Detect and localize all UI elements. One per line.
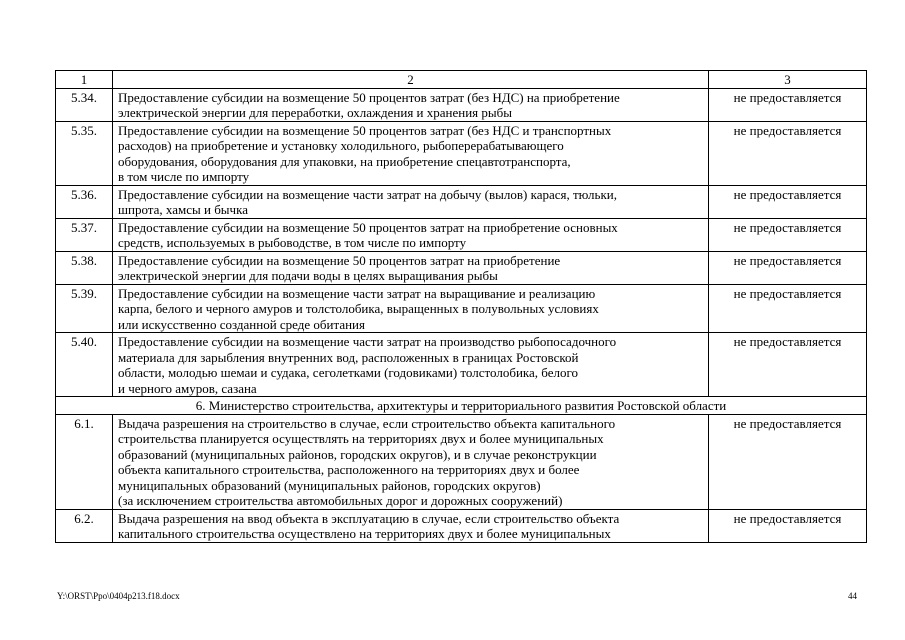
row-description: Предоставление субсидии на возмещение 50 процентов затрат на приобретение основных средств, используемых в рыбоводстве, в том числе по импорту	[113, 218, 709, 251]
table-row	[56, 88, 867, 121]
table-row	[56, 251, 867, 284]
row-status: не предоставляется	[709, 333, 867, 397]
header-col-2: 2	[113, 71, 709, 89]
page-number: 44	[848, 591, 857, 601]
section-row	[56, 397, 867, 415]
table-header-row	[56, 71, 867, 89]
row-status: не предоставляется	[709, 414, 867, 509]
row-status: не предоставляется	[709, 251, 867, 284]
row-number: 5.35.	[56, 121, 113, 185]
row-number: 5.37.	[56, 218, 113, 251]
table-row	[56, 121, 867, 185]
services-table	[55, 70, 867, 543]
row-status: не предоставляется	[709, 185, 867, 218]
row-description: Предоставление субсидии на возмещение части затрат на выращивание и реализацию карпа, белого и черного амуров и толстолобика, выращенных в полувольных условиях или искусственно созданной среде обитания	[113, 284, 709, 333]
section-title: 6. Министерство строительства, архитектуры и территориального развития Ростовской области	[56, 397, 867, 415]
row-description: Предоставление субсидии на возмещение 50 процентов затрат (без НДС) на приобретение электрической энергии для переработки, охлаждения и хранения рыбы	[113, 88, 709, 121]
table-row	[56, 218, 867, 251]
row-description: Предоставление субсидии на возмещение части затрат на производство рыбопосадочного материала для зарыбления внутренних вод, расположенных в границах Ростовской области, молодью шемаи и судака, сеголетками (годовиками) толстолобика, белого и черного амуров, сазана	[113, 333, 709, 397]
row-number: 5.36.	[56, 185, 113, 218]
table-row	[56, 284, 867, 333]
row-status: не предоставляется	[709, 284, 867, 333]
row-number: 5.40.	[56, 333, 113, 397]
table-row	[56, 414, 867, 509]
row-status: не предоставляется	[709, 509, 867, 542]
row-number: 6.2.	[56, 509, 113, 542]
row-status: не предоставляется	[709, 121, 867, 185]
row-status: не предоставляется	[709, 88, 867, 121]
row-status: не предоставляется	[709, 218, 867, 251]
row-number: 5.39.	[56, 284, 113, 333]
row-number: 5.38.	[56, 251, 113, 284]
table-row	[56, 509, 867, 542]
table-row	[56, 333, 867, 397]
row-description: Выдача разрешения на строительство в случае, если строительство объекта капитального строительства планируется осуществлять на территориях двух и более муниципальных образований (муниципальных районов, городских округов), и в случае реконструкции объекта капитального строительства, расположенного на территориях двух и более муниципальных образований (муниципальных районов, городских округов) (за исключением строительства автомобильных дорог и дорожных сооружений)	[113, 414, 709, 509]
table-row	[56, 185, 867, 218]
header-col-1: 1	[56, 71, 113, 89]
row-number: 6.1.	[56, 414, 113, 509]
row-description: Предоставление субсидии на возмещение 50 процентов затрат на приобретение электрической энергии для подачи воды в целях выращивания рыбы	[113, 251, 709, 284]
row-description: Предоставление субсидии на возмещение 50 процентов затрат (без НДС и транспортных расходов) на приобретение и установку холодильного, рыбоперерабатывающего оборудования, оборудования для упаковки, на приобретение спецавтотранспорта, в том числе по импорту	[113, 121, 709, 185]
row-number: 5.34.	[56, 88, 113, 121]
header-col-3: 3	[709, 71, 867, 89]
row-description: Выдача разрешения на ввод объекта в эксплуатацию в случае, если строительство объекта капитального строительства осуществлено на территориях двух и более муниципальных	[113, 509, 709, 542]
row-description: Предоставление субсидии на возмещение части затрат на добычу (вылов) карася, тюльки, шпрота, хамсы и бычка	[113, 185, 709, 218]
footer-file-path: Y:\ORST\Ppo\0404p213.f18.docx	[57, 591, 180, 601]
